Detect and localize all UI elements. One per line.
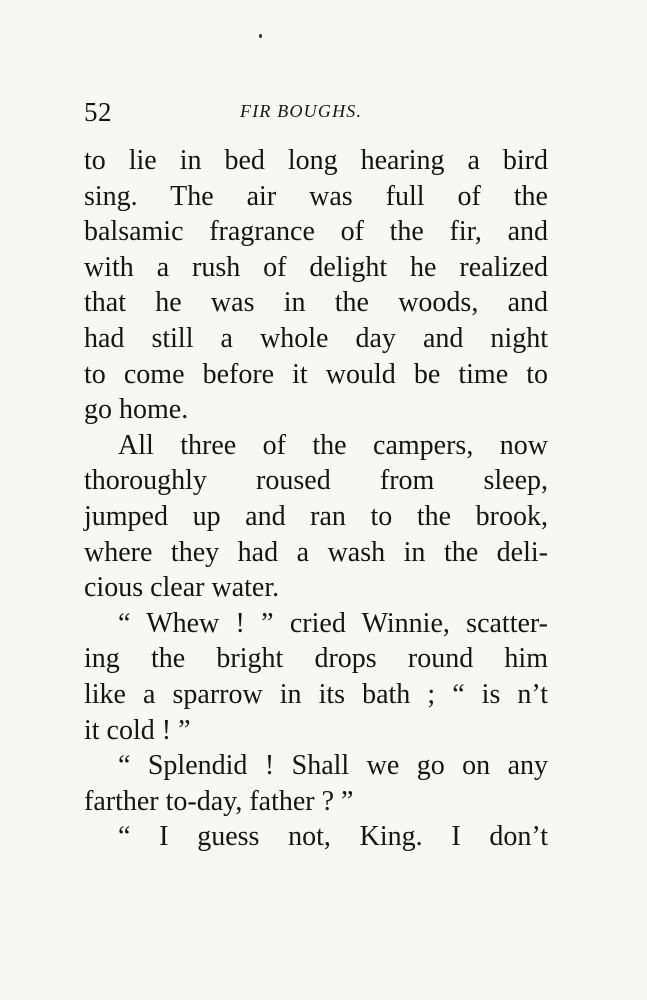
text-line: farther to-day, father ? ” [84,785,354,817]
text-line: where they had a wash in the deli- [84,536,548,568]
text-line: that he was in the woods, and [84,287,548,319]
text-line: jumped up and ran to the brook, [84,500,548,532]
text-line: “ Splendid ! Shall we go on any [118,750,548,782]
text-line: cious clear water. [84,572,280,604]
text-line: sing. The air was full of the [84,180,548,212]
print-speck [259,34,262,38]
page-number: 52 [84,97,112,127]
text-line: to lie in bed long hearing a bird [84,145,548,176]
text-line: to come before it would be time to [84,358,548,390]
text-line: like a sparrow in its bath ; “ is n’t [84,678,548,710]
text-line: it cold ! ” [84,714,191,746]
text-line: thoroughly roused from sleep, [84,465,548,497]
body-text [84,143,548,855]
text-line: had still a whole day and night [84,322,548,354]
text-line: balsamic fragrance of the fir, and [84,216,548,248]
running-title: FIR BOUGHS. [240,101,363,121]
text-line: All three of the campers, now [118,429,548,461]
text-line: go home. [84,394,189,426]
text-line: “ Whew ! ” cried Winnie, scatter- [118,607,548,639]
text-line: with a rush of delight he realized [84,251,548,283]
text-line: ing the bright drops round him [84,643,548,675]
text-line: “ I guess not, King. I don’t [118,821,548,853]
